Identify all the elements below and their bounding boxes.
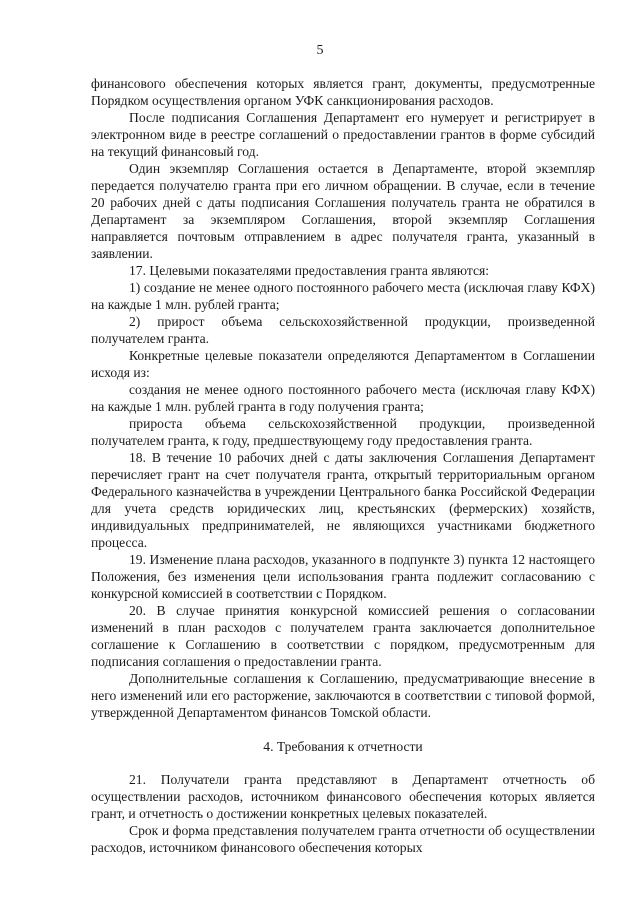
paragraph: Один экземпляр Соглашения остается в Департаменте, второй экземпляр передается получателю гранта при его личном обращении. В случае, если в течение 20 рабочих дней с даты подписания Соглашения получатель гранта не обратился в Департамент за экземпляром Соглашения, второй экземпляр Соглашения направляется почтовым отправлением в адрес получателя гранта, указанный в заявлении. [91, 161, 595, 261]
paragraph: Конкретные целевые показатели определяются Департаментом в Соглашении исходя из: [91, 348, 595, 380]
paragraph-item-20: 20. В случае принятия конкурсной комиссией решения о согласовании изменений в план расходов с получателем гранта заключается дополнительное соглашение к Соглашению в соответствии с порядком, предусмотренным для подписания соглашения о предоставлении гранта. [91, 603, 595, 669]
paragraph: После подписания Соглашения Департамент его нумерует и регистрирует в электронном виде в реестре соглашений о предоставлении грантов в форме субсидий на текущий финансовый год. [91, 110, 595, 159]
paragraph-subitem: 2) прирост объема сельскохозяйственной продукции, произведенной получателем гранта. [91, 314, 595, 346]
paragraph-continued: финансового обеспечения которых является грант, документы, предусмотренные Порядком осуществления органом УФК санкционирования расходов. [91, 76, 595, 108]
paragraph: создания не менее одного постоянного рабочего места (исключая главу КФХ) на каждые 1 млн. рублей гранта в году получения гранта; [91, 382, 595, 414]
paragraph-item-18: 18. В течение 10 рабочих дней с даты заключения Соглашения Департамент перечисляет грант на счет получателя гранта, открытый территориальным органом Федерального казначейства в учреждении Центрального банка Российской Федерации для учета средств юридических лиц, крестьянских (фермерских) хозяйств, индивидуальных предпринимателей, не являющихся участниками бюджетного процесса. [91, 450, 595, 550]
page-number: 5 [316, 43, 324, 58]
paragraph-item-19: 19. Изменение плана расходов, указанного в подпункте 3) пункта 12 настоящего Положения, без изменения цели использования гранта подлежит согласованию с конкурсной комиссией в соответствии с Порядком. [91, 552, 595, 601]
section-heading: 4. Требования к отчетности [263, 739, 423, 754]
paragraph-item-21: 21. Получатели гранта представляют в Департамент отчетность об осуществлении расходов, источником финансового обеспечения которых является грант, и отчетность о достижении конкретных целевых показателей. [91, 772, 595, 821]
paragraph: Срок и форма представления получателем гранта отчетности об осуществлении расходов, источником финансового обеспечения которых [91, 823, 595, 855]
paragraph-subitem: 1) создание не менее одного постоянного рабочего места (исключая главу КФХ) на каждые 1 млн. рублей гранта; [91, 280, 595, 312]
paragraph: Дополнительные соглашения к Соглашению, предусматривающие внесение в него изменений или его расторжение, заключаются в соответствии с типовой формой, утвержденной Департаментом финансов Томской области. [91, 671, 595, 720]
paragraph-item-17: 17. Целевыми показателями предоставления гранта являются: [129, 263, 490, 278]
paragraph: прироста объема сельскохозяйственной продукции, произведенной получателем гранта, к году, предшествующему году предоставления гранта. [91, 416, 595, 448]
document-body [91, 75, 595, 856]
